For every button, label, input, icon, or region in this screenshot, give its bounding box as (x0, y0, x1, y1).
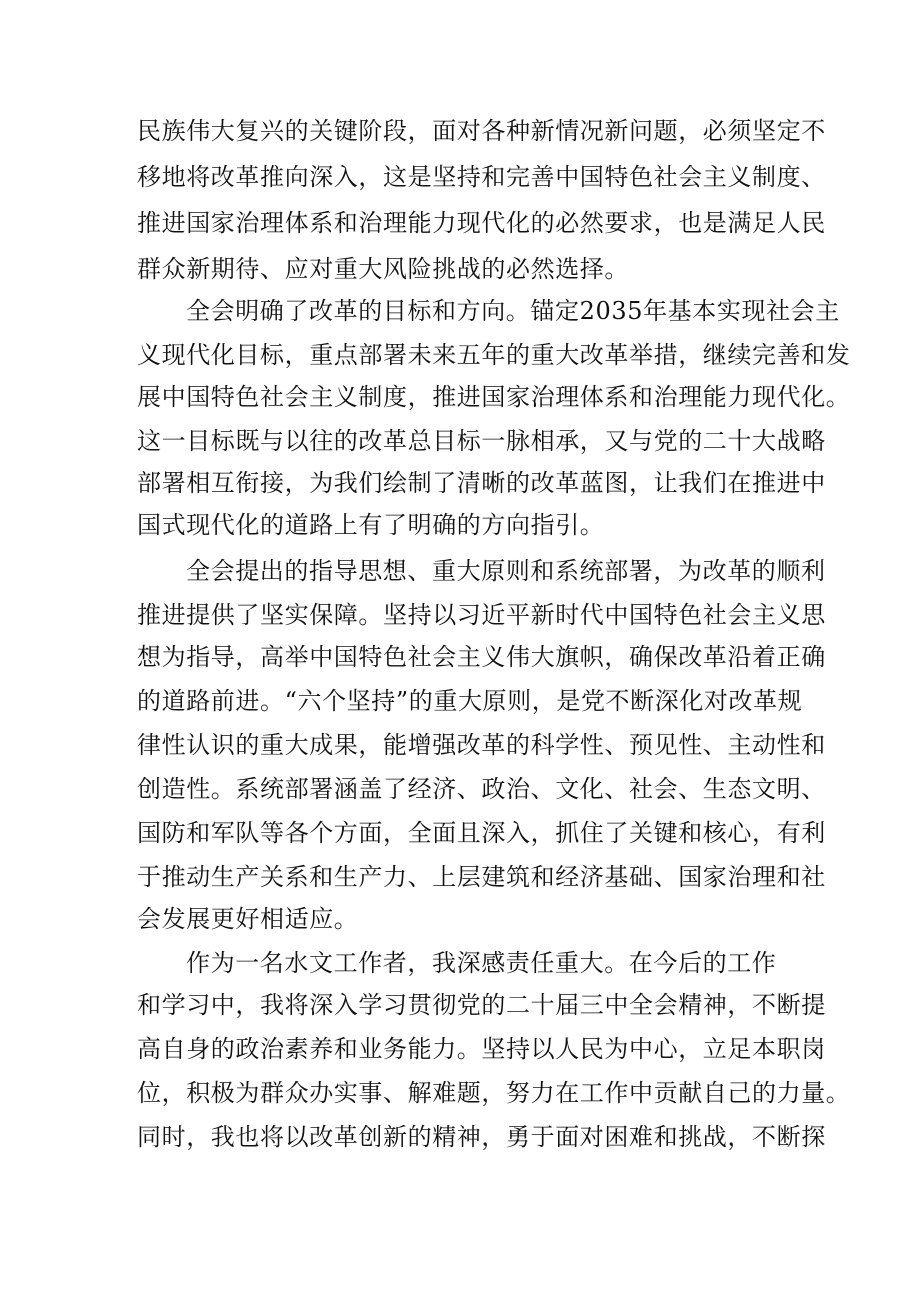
text-line: 的道路前进。“六个坚持”的重大原则，是党不断深化对改革规 (137, 687, 803, 715)
text-line: 会发展更好相适应。 (137, 905, 359, 933)
text-line: 和学习中，我将深入学习贯彻党的二十届三中全会精神，不断提 (137, 991, 826, 1019)
text-line: 于推动生产关系和生产力、上层建筑和经济基础、国家治理和社 (137, 863, 826, 891)
text-line: 部署相互衔接，为我们绘制了清晰的改革蓝图，让我们在推进中 (137, 469, 826, 497)
text-line: 国防和军队等各个方面，全面且深入，抓住了关键和核心，有利 (137, 819, 826, 847)
paragraph-first-line: 作为一名水文工作者，我深感责任重大。在今后的工作 (186, 949, 777, 977)
text-line: 义现代化目标，重点部署未来五年的重大改革举措，继续完善和发 (137, 341, 851, 369)
text-line: 展中国特色社会主义制度，推进国家治理体系和治理能力现代化。 (137, 383, 851, 411)
text-line: 推进国家治理体系和治理能力现代化的必然要求，也是满足人民 (137, 209, 826, 237)
text-line: 高自身的政治素养和业务能力。坚持以人民为中心，立足本职岗 (137, 1035, 826, 1063)
text-line: 民族伟大复兴的关键阶段，面对各种新情况新问题，必须坚定不 (137, 117, 826, 145)
text-line: 想为指导，高举中国特色社会主义伟大旗帜，确保改革沿着正确 (137, 643, 826, 671)
text-line: 律性认识的重大成果，能增强改革的科学性、预见性、主动性和 (137, 731, 826, 759)
text-line: 群众新期待、应对重大风险挑战的必然选择。 (137, 255, 629, 283)
text-line: 推进提供了坚实保障。坚持以习近平新时代中国特色社会主义思 (137, 601, 826, 629)
text-line: 创造性。系统部署涵盖了经济、政治、文化、社会、生态文明、 (137, 775, 826, 803)
paragraph-first-line: 全会提出的指导思想、重大原则和系统部署，为改革的顺利 (186, 557, 826, 585)
text-line: 移地将改革推向深入，这是坚持和完善中国特色社会主义制度、 (137, 163, 826, 191)
paragraph-first-line: 全会明确了改革的目标和方向。锚定2035年基本实现社会主 (186, 297, 840, 325)
text-line: 国式现代化的道路上有了明确的方向指引。 (137, 511, 605, 539)
text-line: 这一目标既与以往的改革总目标一脉相承，又与党的二十大战略 (137, 427, 826, 455)
text-line: 同时，我也将以改革创新的精神，勇于面对困难和挑战，不断探 (137, 1123, 826, 1151)
text-line: 位，积极为群众办实事、解难题，努力在工作中贡献自己的力量。 (137, 1079, 851, 1107)
